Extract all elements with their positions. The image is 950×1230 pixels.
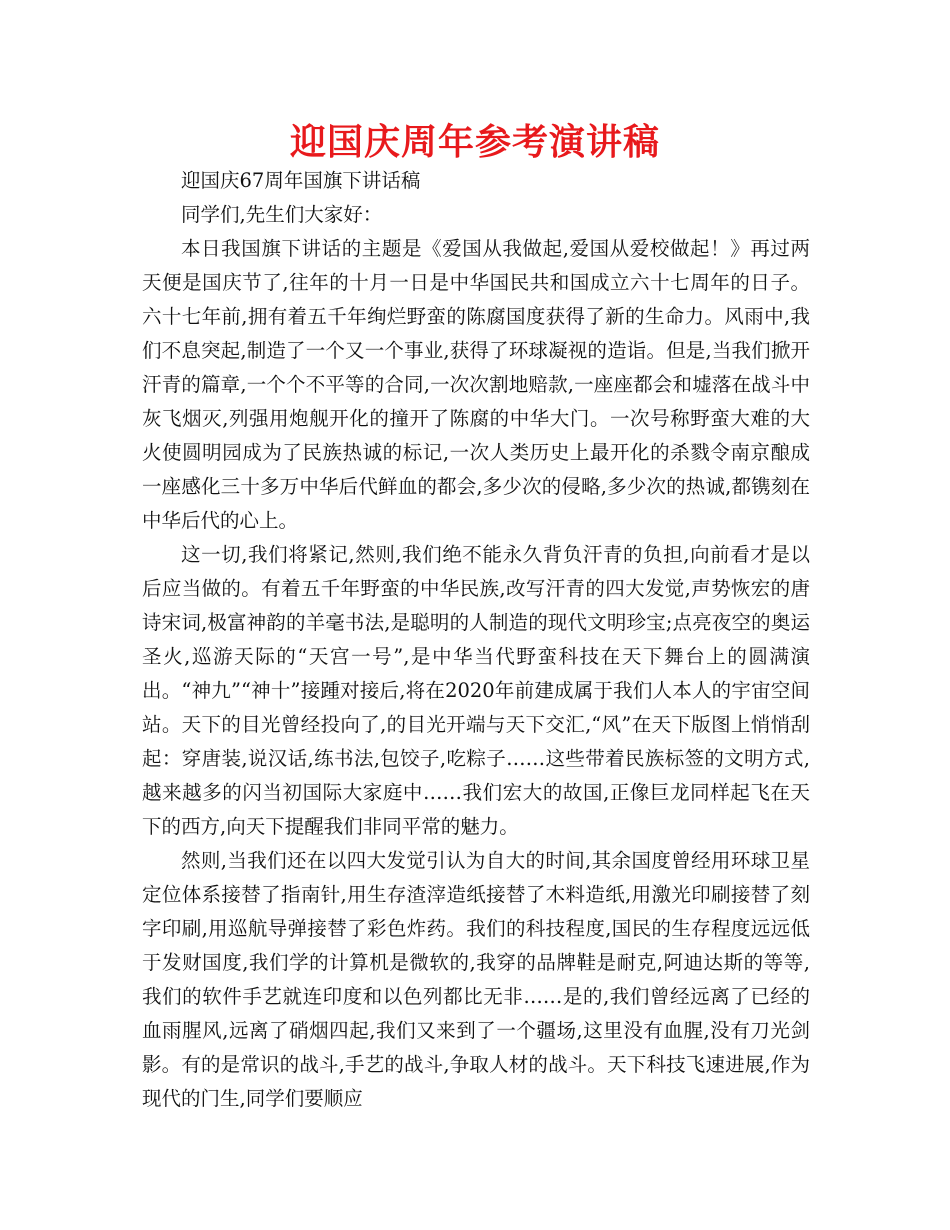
paragraph-body: 然则,当我们还在以四大发觉引认为自大的时间,其余国度曾经用环球卫星定位体系接替了指南针,用生存渣滓造纸接替了木料造纸,用激光印刷接替了刻字印刷,用巡航导弹接替了彩色炸药。我们的科技程度,国民的生存程度远远低于发财国度,我们学的计算机是微软的,我穿的品牌鞋是耐克,阿迪达斯的等等,我们的软件手艺就连印度和以色列都比无非……是的,我们曾经远离了已经的血雨腥风,远离了硝烟四起,我们又来到了一个疆场,这里没有血腥,没有刀光剑影。有的是常识的战斗,手艺的战斗,争取人材的战斗。天下科技飞速进展,作为现代的门生,同学们要顺应 xyxy=(142,849,810,1110)
paragraph-subtitle: 迎国庆67周年国旗下讲话稿 xyxy=(181,169,421,192)
document-title: 迎国庆周年参考演讲稿 xyxy=(289,122,660,163)
paragraph-body: 本日我国旗下讲话的主题是《爱国从我做起,爱国从爱校做起！》再过两天便是国庆节了,往年的十月一日是中华国民共和国成立六十七周年的日子。六十七年前,拥有着五千年绚烂野蛮的陈腐国度获得了新的生命力。风雨中,我们不息突起,制造了一个又一个事业,获得了环球凝视的造诣。但是,当我们掀开汗青的篇章,一个个不平等的合同,一次次割地赔款,一座座都会和墟落在战斗中灰飞烟灭,列强用炮舰开化的撞开了陈腐的中华大门。一次号称野蛮大难的大火使圆明园成为了民族热诚的标记,一次人类历史上最开化的杀戮令南京酿成一座感化三十多万中华后代鲜血的都会,多少次的侵略,多少次的热诚,都镌刻在中华后代的心上。 xyxy=(142,237,810,532)
paragraph-body: 这一切,我们将紧记,然则,我们绝不能永久背负汗青的负担,向前看才是以后应当做的。有着五千年野蛮的中华民族,改写汗青的四大发觉,声势恢宏的唐诗宋词,极富神韵的羊毫书法,是聪明的人制造的现代文明珍宝;点亮夜空的奥运圣火,巡游天际的“天宫一号”,是中华当代野蛮科技在天下舞台上的圆满演出。“神九”“神十”接踵对接后,将在2020年前建成属于我们人本人的宇宙空间站。天下的目光曾经投向了,的目光开端与天下交汇,“风”在天下版图上悄悄刮起：穿唐装,说汉话,练书法,包饺子,吃粽子……这些带着民族标签的文明方式,越来越多的闪当初国际大家庭中……我们宏大的故国,正像巨龙同样起飞在天下的西方,向天下提醒我们非同平常的魅力。 xyxy=(142,543,810,838)
paragraph-greeting: 同学们,先生们大家好： xyxy=(181,203,383,226)
document-body xyxy=(142,164,810,1116)
